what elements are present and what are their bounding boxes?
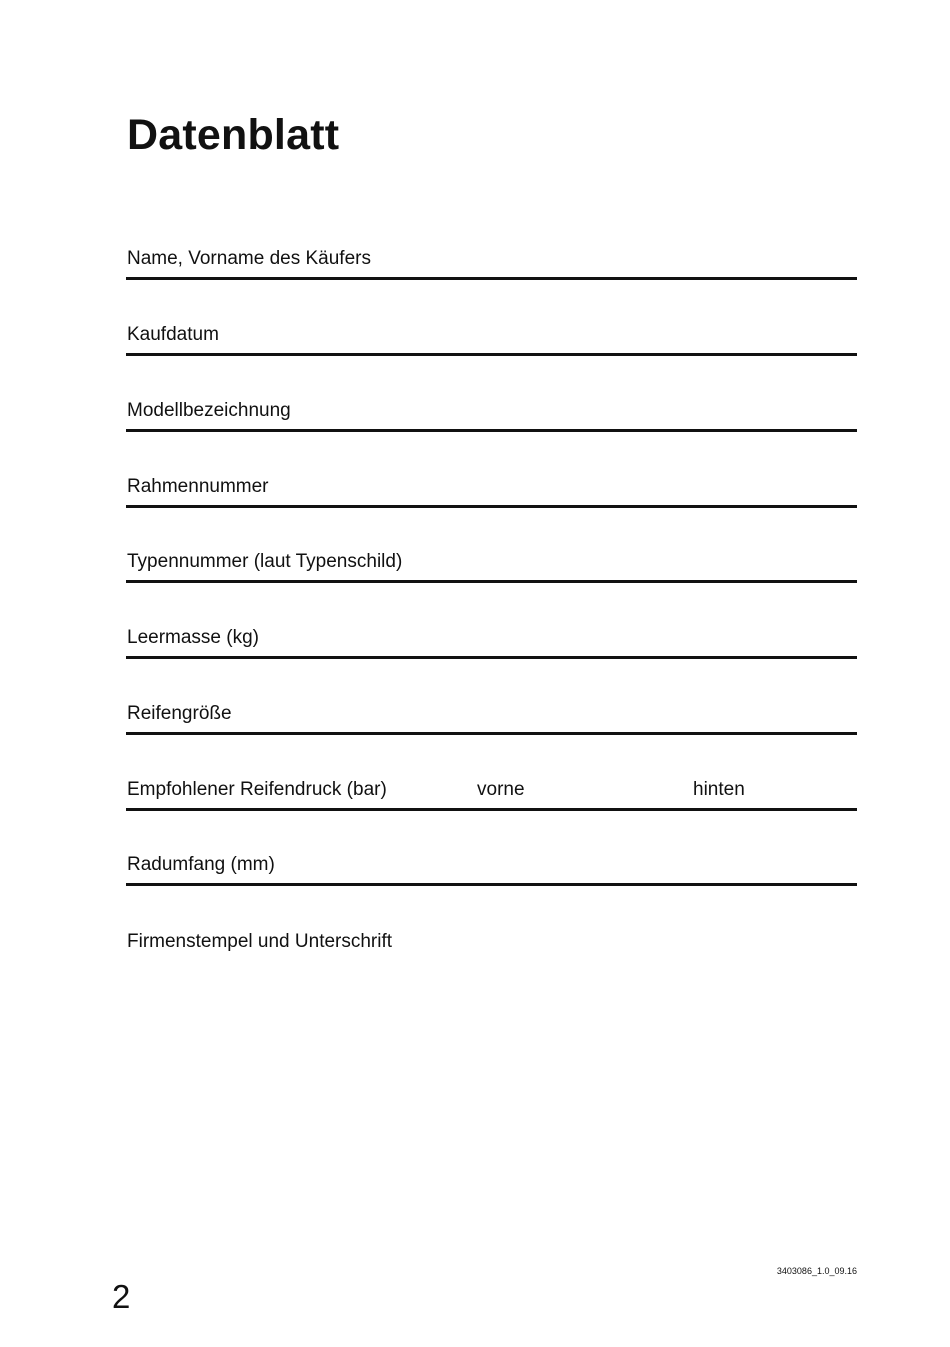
purchase-date-line [126,353,857,356]
buyer-name-line [126,277,857,280]
wheel-circumference-line [126,883,857,886]
buyer-name-label: Name, Vorname des Käufers [127,248,371,269]
document-code: 3403086_1.0_09.16 [776,1266,857,1276]
frame-number-label: Rahmennummer [127,476,269,497]
tire-size-field[interactable] [126,703,857,735]
model-name-field[interactable] [126,400,857,432]
model-name-label: Modellbezeichnung [127,400,291,421]
type-number-line [126,580,857,583]
tire-size-line [126,732,857,735]
empty-weight-line [126,656,857,659]
page-number: 2 [112,1278,131,1315]
purchase-date-field[interactable] [126,324,857,356]
stamp-signature-label: Firmenstempel und Unterschrift [127,931,393,952]
type-number-label: Typennummer (laut Typenschild) [127,551,403,572]
tire-pressure-label: Empfohlener Reifendruck (bar) [127,779,387,800]
tire-size-label: Reifengröße [127,703,232,724]
frame-number-field[interactable] [126,476,857,508]
page-title: Datenblatt [127,111,340,159]
empty-weight-label: Leermasse (kg) [127,627,259,648]
model-name-line [126,429,857,432]
tire-pressure-line [126,808,857,811]
tire-pressure-rear-label: hinten [693,779,745,800]
empty-weight-field[interactable] [126,627,857,659]
purchase-date-label: Kaufdatum [127,324,219,345]
wheel-circumference-label: Radumfang (mm) [127,854,275,875]
buyer-name-field[interactable] [126,248,857,280]
frame-number-line [126,505,857,508]
wheel-circumference-field[interactable] [126,854,857,886]
tire-pressure-front-label: vorne [477,779,525,800]
type-number-field[interactable] [126,551,857,583]
tire-pressure-field[interactable] [126,779,857,811]
